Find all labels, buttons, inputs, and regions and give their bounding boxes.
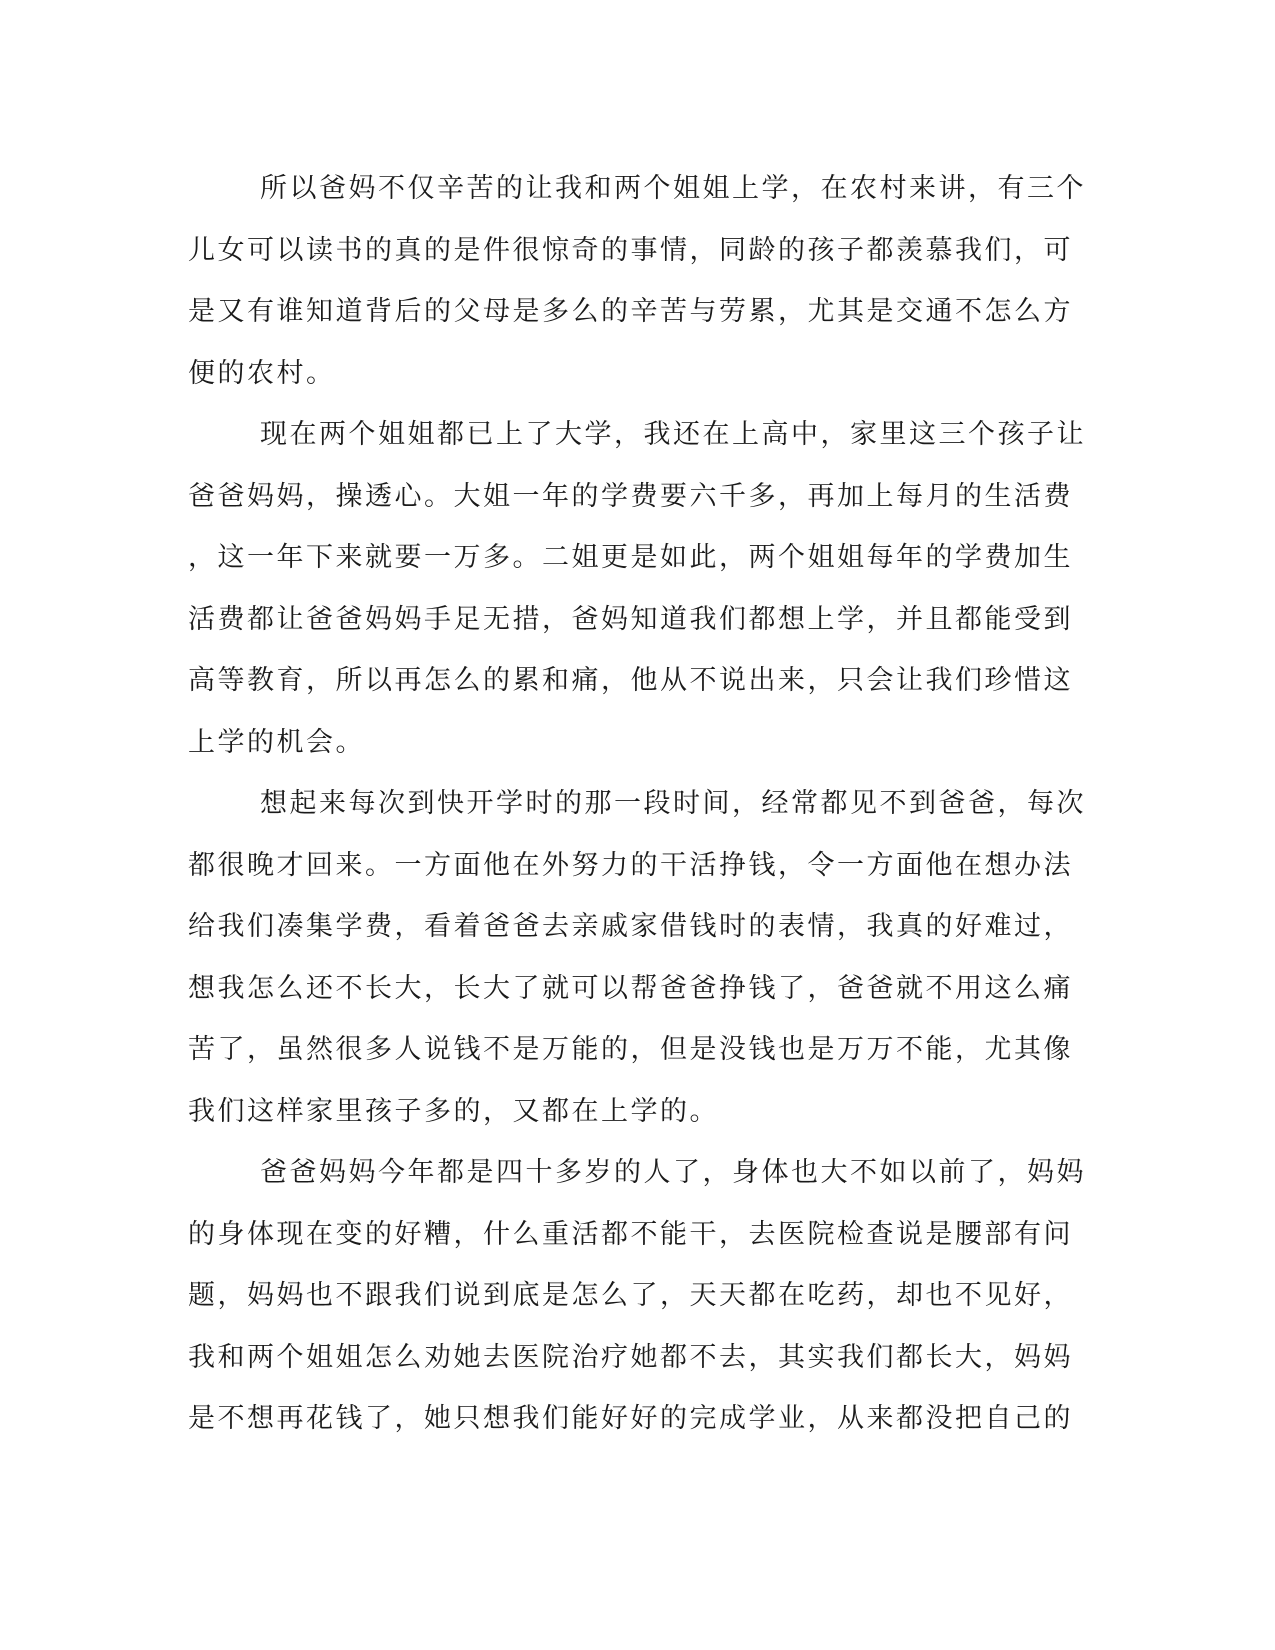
text-line: 是不想再花钱了，她只想我们能好好的完成学业，从来都没把自己的 <box>188 1403 1073 1434</box>
text-line: 给我们凑集学费，看着爸爸去亲戚家借钱时的表情，我真的好难过， <box>188 911 1073 942</box>
text-line: 的身体现在变的好糟，什么重活都不能干，去医院检查说是腰部有问 <box>188 1218 1073 1250</box>
text-line: 上学的机会。 <box>188 726 365 758</box>
text-line: 是又有谁知道背后的父母是多么的辛苦与劳累，尤其是交通不怎么方 <box>188 296 1073 327</box>
text-line: 想起来每次到快开学时的那一段时间，经常都见不到爸爸，每次 <box>260 788 1086 819</box>
text-line: 爸爸妈妈，操透心。大姐一年的学费要六千多，再加上每月的生活费 <box>188 480 1073 512</box>
text-line: 我们这样家里孩子多的，又都在上学的。 <box>188 1095 719 1127</box>
text-line: 现在两个姐姐都已上了大学，我还在上高中，家里这三个孩子让 <box>260 419 1086 450</box>
text-line: 我和两个姐姐怎么劝她去医院治疗她都不去，其实我们都长大，妈妈 <box>188 1341 1073 1373</box>
text-line: 苦了，虽然很多人说钱不是万能的，但是没钱也是万万不能，尤其像 <box>188 1034 1073 1065</box>
text-line: 都很晚才回来。一方面他在外努力的干活挣钱，令一方面他在想办法 <box>188 849 1073 881</box>
text-line: 题，妈妈也不跟我们说到底是怎么了，天天都在吃药，却也不见好， <box>188 1280 1073 1311</box>
text-line: 高等教育，所以再怎么的累和痛，他从不说出来，只会让我们珍惜这 <box>188 665 1073 696</box>
text-line: ，这一年下来就要一万多。二姐更是如此，两个姐姐每年的学费加生 <box>188 542 1073 573</box>
body-text <box>188 158 1086 1450</box>
text-line: 活费都让爸爸妈妈手足无措，爸妈知道我们都想上学，并且都能受到 <box>188 603 1073 635</box>
text-line: 爸爸妈妈今年都是四十多岁的人了，身体也大不如以前了，妈妈 <box>260 1157 1086 1188</box>
text-line: 所以爸妈不仅辛苦的让我和两个姐姐上学，在农村来讲，有三个 <box>260 173 1086 204</box>
text-line: 便的农村。 <box>188 357 336 389</box>
text-line: 儿女可以读书的真的是件很惊奇的事情，同龄的孩子都羡慕我们，可 <box>188 234 1073 266</box>
text-line: 想我怎么还不长大，长大了就可以帮爸爸挣钱了，爸爸就不用这么痛 <box>188 972 1073 1004</box>
